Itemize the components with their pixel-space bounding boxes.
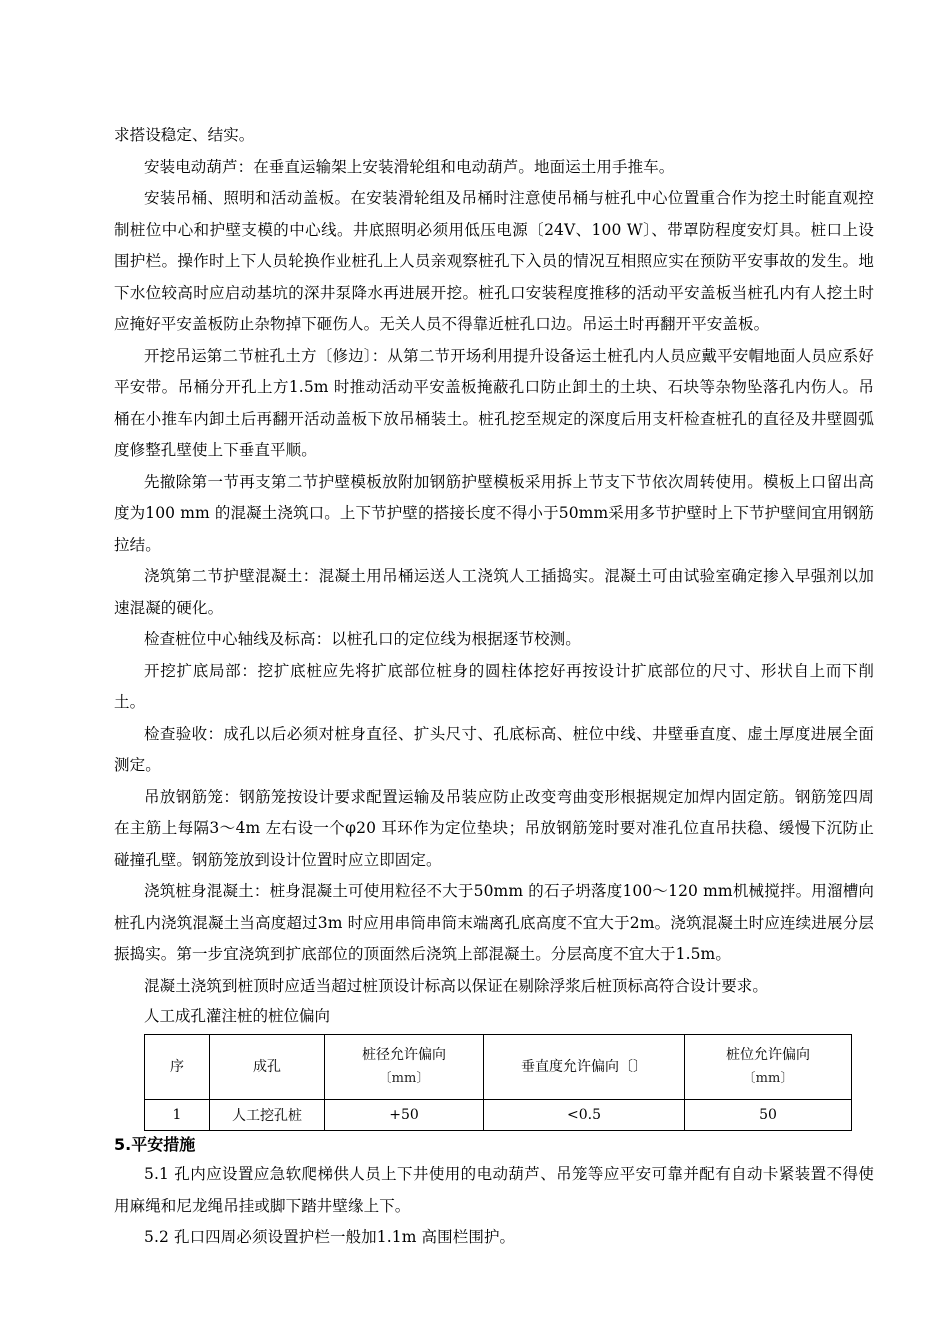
paragraph-10: 吊放钢筋笼：钢筋笼按设计要求配置运输及吊装应防止改变弯曲变形根据规定加焊内固定筋。钢筋笼四周在主筋上每隔3～4m 左右设一个φ20 耳环作为定位垫块；吊放钢筋笼时要对准孔位直吊扶稳、缓慢下沉防止碰撞孔壁。钢筋笼放到设计位置时应立即固定。 bbox=[114, 787, 874, 869]
table-header-cell bbox=[685, 1035, 852, 1100]
section-paragraph-2: 5.2 孔口四周必须设置护栏一般加1.1m 高围栏围护。 bbox=[144, 1228, 516, 1246]
table-cell: <0.5 bbox=[484, 1100, 685, 1131]
paragraph-9: 检查验收：成孔以后必须对桩身直径、扩头尺寸、孔底标高、桩位中线、井壁垂直度、虚土厚度进展全面测定。 bbox=[114, 724, 874, 774]
table-caption: 人工成孔灌注桩的桩位偏向 bbox=[144, 1007, 331, 1025]
deviation-table bbox=[144, 1034, 852, 1131]
paragraph-12: 混凝土浇筑到桩顶时应适当超过桩顶设计标高以保证在剔除浮浆后桩顶标高符合设计要求。 bbox=[144, 976, 769, 995]
table-row bbox=[145, 1100, 852, 1131]
header-label: 序 bbox=[170, 1059, 184, 1075]
header-label: 桩径允许偏向 bbox=[362, 1047, 446, 1063]
paragraph-5: 先撤除第一节再支第二节护壁模板放附加钢筋护壁模板采用拆上节支下节依次周转使用。模板上口留出高度为100 mm 的混凝土浇筑口。上下节护壁的搭接长度不得小于50mm采用多节护壁时上下节护壁间宜用钢筋拉结。 bbox=[114, 472, 874, 554]
paragraph-4: 开挖吊运第二节桩孔土方〔修边〕：从第二节开场利用提升设备运土桩孔内人员应戴平安帽地面人员应系好平安带。吊桶分开孔上方1.5m 时推动活动平安盖板掩蔽孔口防止卸土的土块、石块等杂物坠落孔内伤人。吊桶在小推车内卸土后再翻开活动盖板下放吊桶装土。桩孔挖至规定的深度后用支杆检查桩孔的直径及井壁圆弧度修整孔壁使上下垂直平顺。 bbox=[114, 346, 874, 459]
table-header-cell bbox=[210, 1035, 325, 1100]
section-paragraph-1: 5.1 孔内应设置应急软爬梯供人员上下井使用的电动葫芦、吊笼等应平安可靠并配有自动卡紧装置不得使用麻绳和尼龙绳吊挂或脚下踏井壁缘上下。 bbox=[114, 1165, 874, 1215]
table-header-row bbox=[145, 1035, 852, 1100]
header-label: 垂直度允许偏向〔〕 bbox=[521, 1059, 647, 1075]
paragraph-6: 浇筑第二节护壁混凝土：混凝土用吊桶运送人工浇筑人工插捣实。混凝土可由试验室确定掺入早强剂以加速混凝的硬化。 bbox=[114, 567, 874, 617]
table-header-cell bbox=[325, 1035, 484, 1100]
table-header-cell bbox=[145, 1035, 210, 1100]
paragraph-11: 浇筑桩身混凝土：桩身混凝土可使用粒径不大于50mm 的石子坍落度100～120 mm机械搅拌。用溜槽向桩孔内浇筑混凝土当高度超过3m 时应用串筒串筒末端离孔底高度不宜大于2m。浇筑混凝土时应连续进展分层振捣实。第一步宜浇筑到扩底部位的顶面然后浇筑上部混凝土。分层高度不宜大于1.5m。 bbox=[114, 882, 874, 963]
table-header-cell bbox=[484, 1035, 685, 1100]
paragraph-2: 安装电动葫芦：在垂直运输架上安装滑轮组和电动葫芦。地面运土用手推车。 bbox=[144, 157, 675, 176]
document-page bbox=[114, 120, 874, 1254]
section-heading: 5.平安措施 bbox=[114, 1135, 196, 1154]
header-label: 桩位允许偏向 bbox=[726, 1047, 810, 1063]
header-unit: 〔mm〕 bbox=[378, 1071, 430, 1086]
table-cell: +50 bbox=[325, 1100, 484, 1131]
table-cell: 1 bbox=[145, 1100, 210, 1131]
paragraph-1: 求搭设稳定、结实。 bbox=[114, 126, 255, 144]
header-unit: 〔mm〕 bbox=[742, 1071, 794, 1086]
table-cell: 人工挖孔桩 bbox=[210, 1100, 325, 1131]
paragraph-8: 开挖扩底局部：挖扩底桩应先将扩底部位桩身的圆柱体挖好再按设计扩底部位的尺寸、形状自上而下削土。 bbox=[114, 661, 874, 711]
header-label: 成孔 bbox=[253, 1059, 281, 1075]
paragraph-3: 安装吊桶、照明和活动盖板。在安装滑轮组及吊桶时注意使吊桶与桩孔中心位置重合作为挖土时能直观控制桩位中心和护壁支模的中心线。井底照明必须用低压电源〔24V、100 W〕、带罩防程度安灯具。桩口上设围护栏。操作时上下人员轮换作业桩孔上人员亲观察桩孔下入员的情况互相照应实在预防平安事故的发生。地下水位较高时应启动基坑的深井泵降水再进展开挖。桩孔口安装程度推移的活动平安盖板当桩孔内有人挖土时应掩好平安盖板防止杂物掉下砸伤人。无关人员不得靠近桩孔口边。吊运土时再翻开平安盖板。 bbox=[114, 189, 874, 333]
table-cell: 50 bbox=[685, 1100, 852, 1131]
paragraph-7: 检查桩位中心轴线及标高：以桩孔口的定位线为根据逐节校测。 bbox=[144, 630, 581, 648]
